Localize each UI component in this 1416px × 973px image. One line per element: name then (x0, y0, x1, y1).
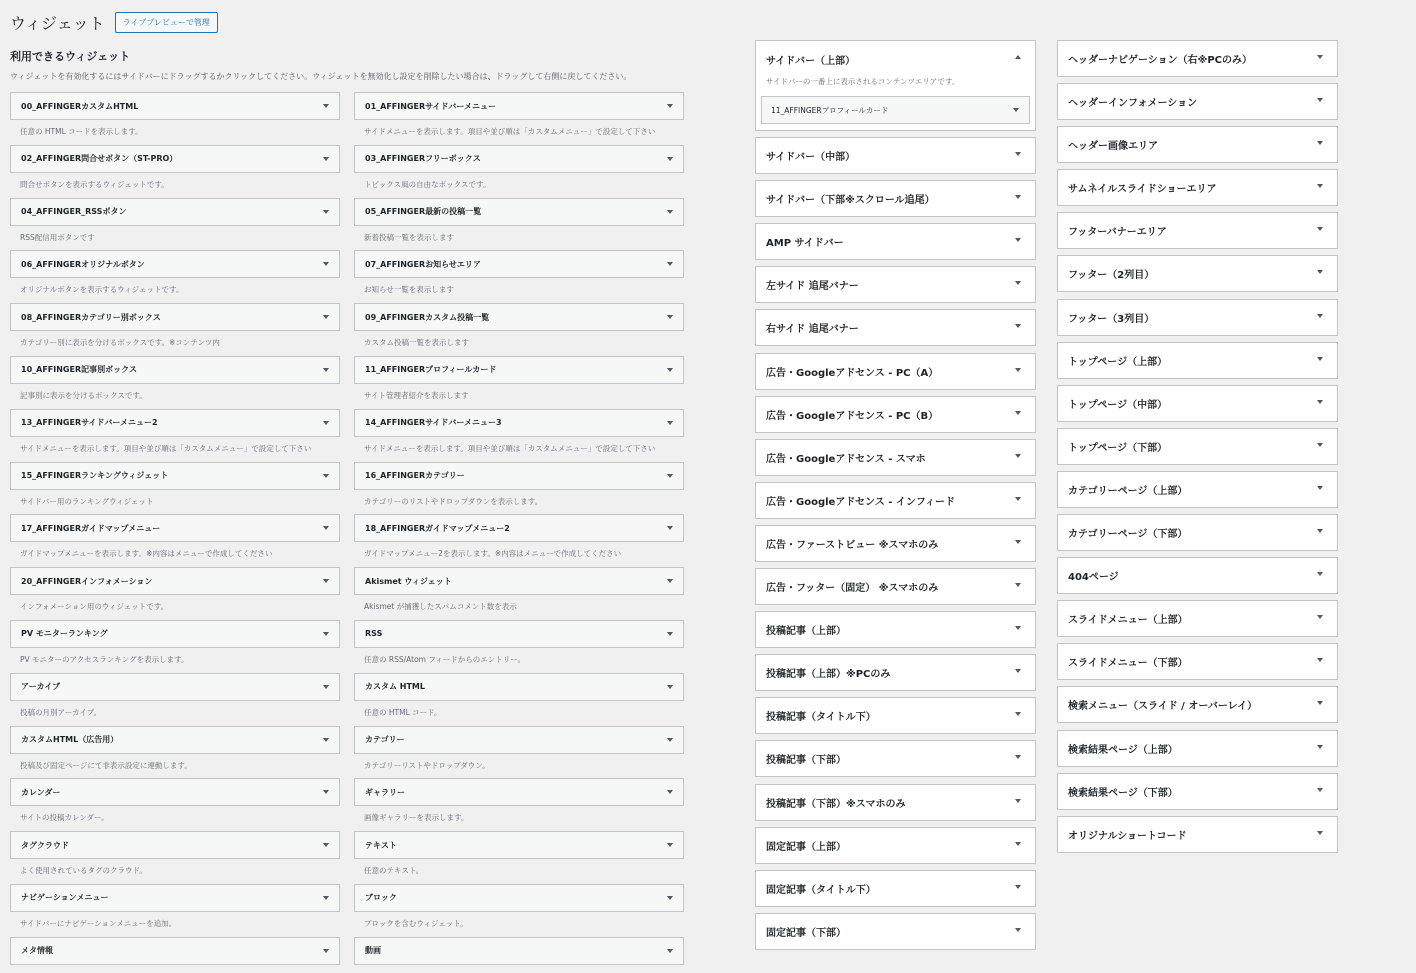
expand-arrow-icon[interactable] (667, 262, 673, 266)
widget-description: トピックス風の自由なボックスです。 (364, 179, 491, 189)
expand-arrow-icon[interactable] (1015, 755, 1021, 759)
widget-handle[interactable] (10, 937, 340, 965)
widget-description: サイトの投稿カレンダー。 (20, 813, 109, 823)
widget-area-title: 広告・ファーストビュー ※スマホのみ (766, 539, 939, 551)
widget-area[interactable] (755, 266, 1036, 303)
widget-handle[interactable] (354, 462, 684, 490)
expand-arrow-icon[interactable] (323, 262, 329, 266)
widget-area-title: 広告・Googleアドセンス - インフィード (766, 496, 956, 508)
widget-area-title: 検索結果ページ（下部） (1068, 787, 1178, 799)
widget-area[interactable] (1057, 40, 1338, 77)
widget-area[interactable] (1057, 643, 1338, 680)
available-widget (10, 250, 340, 303)
widget-area-title: ヘッダー画像エリア (1068, 141, 1158, 153)
available-widget (354, 567, 684, 620)
widget-area[interactable] (755, 870, 1036, 907)
available-widgets-description: ウィジェットを有効化するにはサイドバーにドラッグするかクリックしてください。ウィジェットを無効化し設定を削除したい場合は、ドラッグして右側に戻してください。 (10, 72, 632, 81)
widget-area-title: 広告・フッター（固定） ※スマホのみ (766, 583, 939, 595)
expand-arrow-icon[interactable] (1015, 928, 1021, 932)
available-widgets-list (10, 92, 684, 973)
expand-arrow-icon[interactable] (1013, 108, 1019, 112)
available-widget (354, 198, 684, 251)
widget-title: カテゴリー (365, 735, 405, 745)
expand-arrow-icon[interactable] (1317, 831, 1323, 835)
widget-title: 13_AFFINGERサイドバーメニュー2 (21, 418, 158, 428)
widget-area-title: 検索結果ページ（上部） (1068, 744, 1178, 756)
widget-description: 画像ギャラリーを表示します。 (364, 813, 469, 823)
expand-arrow-icon[interactable] (323, 421, 329, 425)
widget-handle[interactable] (354, 145, 684, 173)
available-widget (354, 726, 684, 779)
widget-area[interactable] (1057, 126, 1338, 163)
widget-description: 任意の HTML コードを表示します。 (20, 127, 143, 136)
widget-area[interactable] (1057, 83, 1338, 120)
expand-arrow-icon[interactable] (1317, 55, 1323, 59)
expand-arrow-icon[interactable] (667, 579, 673, 583)
expand-arrow-icon[interactable] (667, 315, 673, 319)
widget-description: オリジナルボタンを表示するウィジェットです。 (20, 285, 184, 295)
expand-arrow-icon[interactable] (1317, 572, 1323, 576)
widget-handle[interactable] (10, 356, 340, 384)
expand-arrow-icon[interactable] (1317, 701, 1323, 705)
widget-area-title: ヘッダーナビゲーション（右※PCのみ） (1068, 55, 1252, 66)
available-widget (10, 673, 340, 726)
widget-handle[interactable] (10, 145, 340, 173)
widget-description: お知らせ一覧を表示します (364, 285, 454, 295)
widget-area[interactable] (755, 353, 1036, 390)
widget-area-title: 広告・Googleアドセンス - PC（B） (766, 410, 939, 422)
widget-handle[interactable] (354, 937, 684, 965)
available-widget (10, 884, 340, 937)
widget-title: 20_AFFINGERインフォメーション (21, 576, 153, 586)
widget-description: 任意の HTML コード。 (364, 707, 442, 717)
widget-title: 11_AFFINGERプロフィールカード (365, 365, 497, 375)
expand-arrow-icon[interactable] (1015, 497, 1021, 501)
available-widget (10, 462, 340, 515)
widget-area-title: 固定記事（下部） (766, 927, 846, 939)
expand-arrow-icon[interactable] (323, 104, 329, 108)
widget-area[interactable] (1057, 600, 1338, 637)
widget-area[interactable] (755, 180, 1036, 217)
widget-handle[interactable] (10, 462, 340, 490)
expand-arrow-icon[interactable] (1015, 324, 1021, 328)
widget-title: 00_AFFINGERカスタムHTML (21, 101, 139, 111)
available-widget (354, 778, 684, 831)
widget-title: Akismet ウィジェット (365, 576, 452, 586)
widget-area-title: サムネイルスライドショーエリア (1068, 184, 1217, 196)
widget-description: 投稿の月別アーカイブ。 (20, 707, 102, 717)
widget-handle[interactable] (354, 514, 684, 542)
widget-area[interactable] (1057, 773, 1338, 810)
widget-description: 新着投稿一覧を表示します (364, 232, 454, 242)
available-widget (354, 514, 684, 567)
widget-handle[interactable] (10, 250, 340, 278)
expand-arrow-icon[interactable] (1015, 842, 1021, 846)
page-header (10, 11, 218, 34)
widget-description: ガイドマップメニュー2を表示します。※内容はメニューで作成してください (364, 549, 622, 559)
sidebar-areas-column-1 (755, 40, 1036, 956)
widget-handle[interactable] (354, 409, 684, 437)
expand-arrow-icon[interactable] (323, 526, 329, 530)
widget-title: ギャラリー (365, 787, 405, 797)
widget-title: 16_AFFINGERカテゴリー (365, 471, 465, 481)
widget-title: 10_AFFINGER記事別ボックス (21, 365, 138, 375)
widget-description: カテゴリーリストやドロップダウン。 (364, 760, 490, 770)
expand-arrow-icon[interactable] (1317, 314, 1323, 318)
widget-area-title: トップページ（中部） (1068, 399, 1168, 411)
available-widget (10, 409, 340, 462)
widget-title: 17_AFFINGERガイドマップメニュー (21, 523, 161, 533)
widget-area[interactable] (755, 611, 1036, 648)
widget-title: 08_AFFINGERカテゴリー別ボックス (21, 312, 161, 322)
expand-arrow-icon[interactable] (667, 738, 673, 742)
widget-description: Akismet が捕獲したスパムコメント数を表示 (364, 602, 517, 612)
widget-title: ブロック (365, 893, 397, 903)
expand-arrow-icon[interactable] (1317, 184, 1323, 188)
widget-handle[interactable] (354, 303, 684, 331)
widget-area-title: 404ページ (1068, 572, 1119, 584)
widget-description: サイト管理者紹介を表示します (364, 390, 469, 400)
widget-area[interactable] (1057, 212, 1338, 249)
available-widget (354, 937, 684, 973)
expand-arrow-icon[interactable] (667, 843, 673, 847)
widget-area-sidebar-top[interactable] (755, 40, 1036, 131)
widget-area-title: カテゴリーページ（上部） (1068, 485, 1188, 497)
expand-arrow-icon[interactable] (1015, 411, 1021, 415)
expand-arrow-icon[interactable] (1015, 195, 1021, 199)
widget-title: 06_AFFINGERオリジナルボタン (21, 259, 145, 269)
widget-title: タグクラウド (21, 840, 69, 850)
widget-handle[interactable] (10, 831, 340, 859)
available-widget (354, 884, 684, 937)
expand-arrow-icon[interactable] (323, 843, 329, 847)
expand-arrow-icon[interactable] (1015, 712, 1021, 716)
widget-description: 任意の RSS/Atom フィードからのエントリー。 (364, 654, 525, 664)
widget-area-title: フッター（2列目） (1068, 270, 1155, 282)
widget-title: PV モニターランキング (21, 629, 108, 639)
available-widget (10, 567, 340, 620)
expand-arrow-icon[interactable] (667, 104, 673, 108)
expand-arrow-icon[interactable] (1317, 141, 1323, 145)
widget-title: RSS (365, 629, 383, 639)
widget-handle[interactable] (10, 303, 340, 331)
widget-area-title: トップページ（上部） (1068, 356, 1168, 368)
widget-area[interactable] (755, 568, 1036, 605)
available-widget (354, 92, 684, 145)
widget-area[interactable] (755, 784, 1036, 821)
available-widget (10, 356, 340, 409)
expand-arrow-icon[interactable] (1015, 626, 1021, 630)
widget-area-title: オリジナルショートコード (1068, 830, 1187, 842)
available-widget (354, 620, 684, 673)
expand-arrow-icon[interactable] (1317, 745, 1323, 749)
widget-title: 15_AFFINGERランキングウィジェット (21, 471, 169, 481)
widget-area-title: 固定記事（上部） (766, 841, 846, 853)
widget-area-title: 投稿記事（下部） (766, 755, 846, 767)
expand-arrow-icon[interactable] (1317, 658, 1323, 662)
widget-title: 07_AFFINGERお知らせエリア (365, 259, 481, 269)
widget-title: カレンダー (21, 787, 61, 797)
widget-area-title: サイドバー（下部※スクロール追尾） (766, 195, 935, 207)
widget-handle[interactable] (10, 673, 340, 701)
available-widget (10, 303, 340, 356)
widget-area[interactable] (1057, 385, 1338, 422)
live-preview-manage-button[interactable]: ライブプレビューで管理 (115, 12, 218, 33)
expand-arrow-icon[interactable] (323, 738, 329, 742)
expand-arrow-icon[interactable] (323, 315, 329, 319)
widget-handle[interactable] (354, 92, 684, 120)
expand-arrow-icon[interactable] (323, 896, 329, 900)
widget-handle[interactable] (10, 92, 340, 120)
widget-area-title: ヘッダーインフォメーション (1068, 98, 1198, 110)
available-widget (10, 937, 340, 973)
expand-arrow-icon[interactable] (1015, 540, 1021, 544)
widget-area[interactable] (1057, 816, 1338, 853)
widget-area-title: カテゴリーページ（下部） (1068, 529, 1188, 541)
available-widget (10, 92, 340, 145)
widget-area-title: 右サイド 追尾バナー (766, 324, 859, 336)
widget-handle[interactable] (354, 250, 684, 278)
widget-handle[interactable] (10, 884, 340, 912)
expand-arrow-icon[interactable] (1317, 788, 1323, 792)
widget-description: サイドメニューを表示します。項目や並び順は「カスタムメニュー」で設定して下さい (364, 127, 656, 136)
widget-handle[interactable] (10, 514, 340, 542)
widget-title: 02_AFFINGER問合せボタン（ST-PRO） (21, 154, 178, 164)
available-widget (10, 198, 340, 251)
widget-area-title: 広告・Googleアドセンス - PC（A） (766, 367, 939, 379)
widget-area-description: サイドバーの一番上に表示されるコンテンツエリアです。 (766, 77, 960, 86)
widget-area-title: フッターバナーエリア (1068, 227, 1167, 239)
widget-description: 任意のテキスト。 (364, 866, 424, 876)
available-widget (10, 145, 340, 198)
widget-area-title: 検索メニュー（スライド / オーバーレイ） (1068, 701, 1258, 713)
widget-area-title: 投稿記事（上部）※PCのみ (766, 669, 891, 681)
page-title: ウィジェット (10, 14, 105, 33)
expand-arrow-icon[interactable] (667, 210, 673, 214)
widget-area-title: 投稿記事（下部）※スマホのみ (766, 798, 906, 810)
widget-title: アーカイブ (21, 682, 61, 692)
expand-arrow-icon[interactable] (1317, 227, 1323, 231)
placed-widget-title: 11_AFFINGERプロフィールカード (771, 105, 889, 115)
available-widget (10, 514, 340, 567)
available-widget (10, 778, 340, 831)
widget-area[interactable] (1057, 255, 1338, 292)
widget-handle[interactable] (354, 726, 684, 754)
widget-area[interactable] (1057, 342, 1338, 379)
widget-area[interactable] (1057, 557, 1338, 594)
widget-area[interactable] (1057, 686, 1338, 723)
widget-description: よく使用されているタグのクラウド。 (20, 866, 147, 876)
widget-area-title: サイドバー（上部） (766, 56, 856, 67)
widget-handle[interactable] (354, 620, 684, 648)
collapse-arrow-icon[interactable] (1015, 55, 1021, 59)
expand-arrow-icon[interactable] (1015, 281, 1021, 285)
widget-description: カスタム投稿一覧を表示します (364, 338, 469, 348)
widget-handle[interactable] (354, 831, 684, 859)
widget-handle[interactable] (10, 198, 340, 226)
expand-arrow-icon[interactable] (323, 632, 329, 636)
expand-arrow-icon[interactable] (667, 632, 673, 636)
expand-arrow-icon[interactable] (323, 157, 329, 161)
widget-description: サイドバー用のランキングウィジェット (20, 496, 154, 506)
expand-arrow-icon[interactable] (1015, 885, 1021, 889)
expand-arrow-icon[interactable] (667, 368, 673, 372)
widget-title: ナビゲーションメニュー (21, 893, 109, 903)
widget-handle[interactable] (10, 726, 340, 754)
expand-arrow-icon[interactable] (323, 579, 329, 583)
available-widget (354, 831, 684, 884)
available-widget (10, 620, 340, 673)
widget-area[interactable] (755, 913, 1036, 950)
widget-description: サイドメニューを表示します。項目や並び順は「カスタムメニュー」で設定して下さい (364, 443, 656, 453)
widget-area[interactable] (755, 223, 1036, 260)
widget-area[interactable] (755, 439, 1036, 476)
widget-area[interactable] (755, 482, 1036, 519)
widget-description: 投稿及び固定ページにて非表示設定に連動します。 (20, 760, 192, 770)
widget-area[interactable] (755, 525, 1036, 562)
widget-area-title: AMP サイドバー (766, 238, 844, 250)
expand-arrow-icon[interactable] (667, 157, 673, 161)
expand-arrow-icon[interactable] (1317, 443, 1323, 447)
placed-widget[interactable] (761, 96, 1030, 124)
widget-area[interactable] (1057, 730, 1338, 767)
expand-arrow-icon[interactable] (1015, 152, 1021, 156)
expand-arrow-icon[interactable] (667, 421, 673, 425)
expand-arrow-icon[interactable] (1317, 615, 1323, 619)
widget-area[interactable] (755, 137, 1036, 174)
widget-handle[interactable] (10, 778, 340, 806)
widget-handle[interactable] (354, 567, 684, 595)
expand-arrow-icon[interactable] (1317, 400, 1323, 404)
widget-area[interactable] (1057, 514, 1338, 551)
available-widget (354, 250, 684, 303)
widget-area-title: スライドメニュー（下部） (1068, 658, 1188, 670)
widget-title: 18_AFFINGERガイドマップメニュー2 (365, 523, 510, 533)
widget-handle[interactable] (354, 356, 684, 384)
expand-arrow-icon[interactable] (1317, 270, 1323, 274)
available-widget (10, 831, 340, 884)
widget-description: カテゴリーのリストやドロップダウンを表示します。 (364, 496, 543, 506)
expand-arrow-icon[interactable] (323, 685, 329, 689)
expand-arrow-icon[interactable] (323, 790, 329, 794)
widget-area[interactable] (1057, 169, 1338, 206)
expand-arrow-icon[interactable] (323, 368, 329, 372)
widget-description: ガイドマップメニューを表示します。※内容はメニューで作成してください (20, 549, 273, 559)
available-widget (10, 726, 340, 779)
widget-area-title: トップページ（下部） (1068, 442, 1168, 454)
widget-handle[interactable] (354, 778, 684, 806)
widget-area[interactable] (1057, 428, 1338, 465)
widget-description: ブロックを含むウィジェット。 (364, 918, 468, 928)
widget-area[interactable] (1057, 299, 1338, 336)
expand-arrow-icon[interactable] (667, 474, 673, 478)
widget-handle[interactable] (10, 620, 340, 648)
available-widget (354, 462, 684, 515)
widget-area-title: フッター（3列目） (1068, 313, 1155, 325)
widget-description: サイドバーにナビゲーションメニューを追加。 (20, 918, 177, 928)
expand-arrow-icon[interactable] (667, 685, 673, 689)
widget-title: 14_AFFINGERサイドバーメニュー3 (365, 418, 502, 428)
sidebar-areas-column-2 (1057, 40, 1338, 859)
widget-description: 問合せボタンを表示するウィジェットです。 (20, 179, 169, 189)
expand-arrow-icon[interactable] (667, 790, 673, 794)
widget-description: インフォメーション用のウィジェットです。 (20, 602, 169, 612)
expand-arrow-icon[interactable] (1317, 486, 1323, 490)
expand-arrow-icon[interactable] (1015, 238, 1021, 242)
widget-area-title: 投稿記事（タイトル下） (766, 712, 876, 724)
available-widget (354, 145, 684, 198)
available-widget (354, 409, 684, 462)
available-widget (354, 303, 684, 356)
expand-arrow-icon[interactable] (1015, 799, 1021, 803)
widget-area-title: 投稿記事（上部） (766, 626, 846, 638)
expand-arrow-icon[interactable] (1317, 529, 1323, 533)
widget-description: PV モニターのアクセスランキングを表示します。 (20, 654, 189, 664)
widget-handle[interactable] (354, 673, 684, 701)
widget-description: サイドメニューを表示します。項目や並び順は「カスタムメニュー」で設定して下さい (20, 443, 312, 453)
expand-arrow-icon[interactable] (1015, 669, 1021, 673)
widget-area[interactable] (755, 740, 1036, 777)
widget-area[interactable] (755, 396, 1036, 433)
widget-title: テキスト (365, 840, 397, 850)
widget-area[interactable] (755, 309, 1036, 346)
expand-arrow-icon[interactable] (323, 210, 329, 214)
expand-arrow-icon[interactable] (667, 949, 673, 953)
widget-title: 09_AFFINGERカスタム投稿一覧 (365, 312, 490, 322)
widget-handle[interactable] (354, 884, 684, 912)
widget-title: 03_AFFINGERフリーボックス (365, 154, 481, 164)
available-widget (354, 356, 684, 409)
expand-arrow-icon[interactable] (667, 896, 673, 900)
expand-arrow-icon[interactable] (667, 526, 673, 530)
widget-title: 01_AFFINGERサイドバーメニュー (365, 101, 496, 111)
widget-area-title: サイドバー（中部） (766, 152, 856, 164)
widget-title: 05_AFFINGER最新の投稿一覧 (365, 207, 482, 217)
expand-arrow-icon[interactable] (323, 949, 329, 953)
available-widget (354, 673, 684, 726)
expand-arrow-icon[interactable] (323, 474, 329, 478)
widget-description: カテゴリー別に表示を分けるボックスです。※コンテンツ内 (20, 338, 220, 348)
widget-area[interactable] (1057, 471, 1338, 508)
widget-handle[interactable] (10, 409, 340, 437)
widget-area[interactable] (755, 654, 1036, 691)
widget-handle[interactable] (10, 567, 340, 595)
widget-title: 04_AFFINGER_RSSボタン (21, 207, 127, 217)
expand-arrow-icon[interactable] (1015, 368, 1021, 372)
widget-area-title: スライドメニュー（上部） (1068, 615, 1188, 627)
expand-arrow-icon[interactable] (1317, 98, 1323, 102)
widget-handle[interactable] (354, 198, 684, 226)
expand-arrow-icon[interactable] (1015, 583, 1021, 587)
widget-description: RSS配信用ボタンです (20, 232, 95, 242)
expand-arrow-icon[interactable] (1015, 454, 1021, 458)
widget-description: 記事別に表示を分けるボックスです。 (20, 390, 147, 400)
available-widgets-title: 利用できるウィジェット (10, 50, 131, 63)
widget-title: メタ情報 (21, 946, 53, 956)
widget-title: カスタム HTML (365, 682, 425, 692)
widget-area-title: 左サイド 追尾バナー (766, 281, 859, 293)
widget-title: カスタムHTML（広告用） (21, 735, 119, 745)
widget-area-title: 固定記事（タイトル下） (766, 884, 876, 896)
widget-area[interactable] (755, 827, 1036, 864)
widget-area[interactable] (755, 697, 1036, 734)
expand-arrow-icon[interactable] (1317, 357, 1323, 361)
widget-title: 動画 (365, 946, 381, 956)
widget-area-title: 広告・Googleアドセンス - スマホ (766, 453, 926, 465)
